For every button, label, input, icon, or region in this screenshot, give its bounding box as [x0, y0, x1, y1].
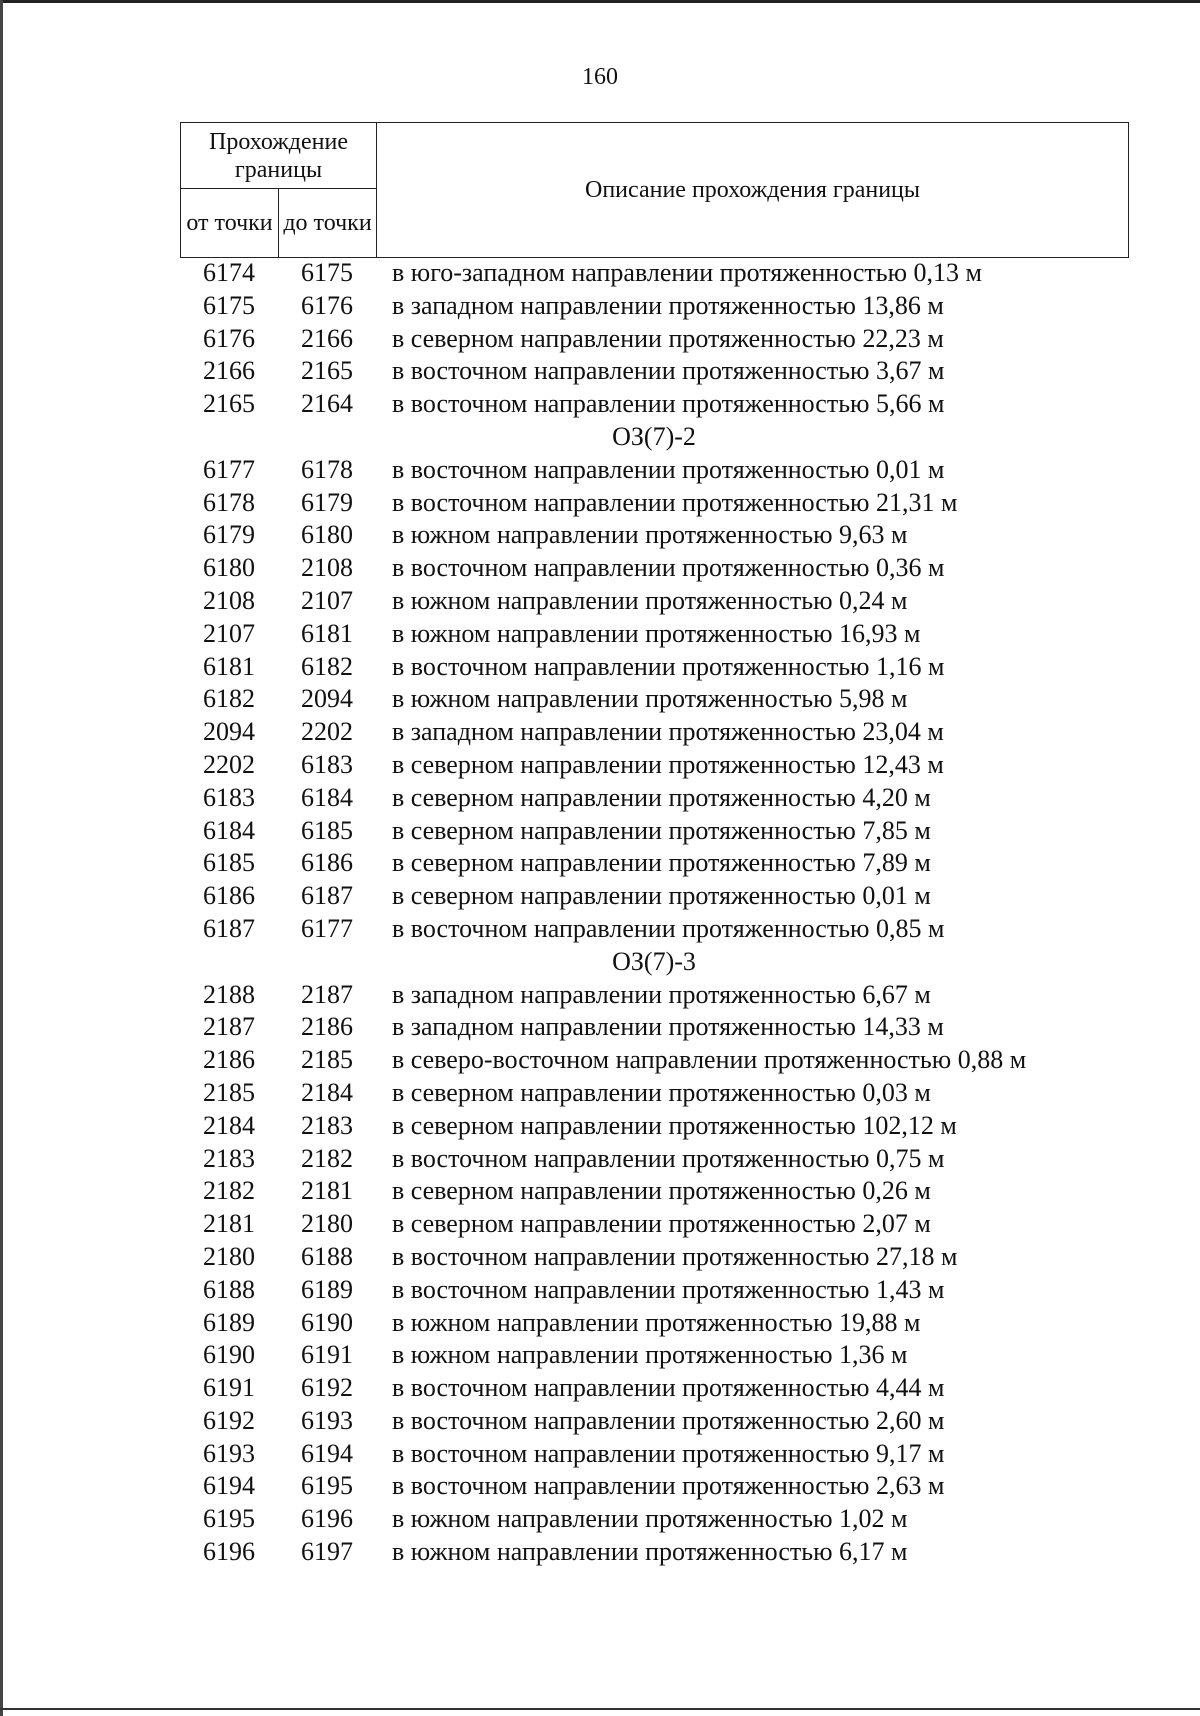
- table-row: [180, 388, 1180, 421]
- table-row: [180, 519, 1180, 552]
- table-row: [180, 323, 1180, 356]
- to-point: 6180: [301, 520, 353, 550]
- to-point: 6185: [301, 815, 353, 845]
- to-point: 2107: [301, 585, 353, 615]
- boundary-description: в восточном направлении протяженностью 4,44 м: [392, 1373, 945, 1403]
- table-row: [180, 749, 1180, 782]
- to-point: 2108: [301, 553, 353, 583]
- boundary-description: в восточном направлении протяженностью 0,85 м: [392, 913, 945, 943]
- boundary-description: в южном направлении протяженностью 9,63 м: [392, 520, 908, 550]
- to-point: 2185: [301, 1045, 353, 1075]
- table-row: [180, 651, 1180, 684]
- table-row: [180, 1175, 1180, 1208]
- boundary-description: в восточном направлении протяженностью 2,63 м: [392, 1471, 945, 1501]
- from-point: 2180: [203, 1241, 255, 1271]
- to-point: 6188: [301, 1241, 353, 1271]
- boundary-description: в восточном направлении протяженностью 0,01 м: [392, 454, 945, 484]
- from-point: 6192: [203, 1405, 255, 1435]
- boundary-description: в южном направлении протяженностью 1,36 м: [392, 1340, 908, 1370]
- to-point: 2183: [301, 1110, 353, 1140]
- table-row: [180, 979, 1180, 1012]
- from-point: 6174: [203, 258, 255, 287]
- from-point: 6190: [203, 1340, 255, 1370]
- to-point: 2165: [301, 356, 353, 386]
- boundary-description: в северном направлении протяженностью 7,85 м: [392, 815, 931, 845]
- boundary-description: в западном направлении протяженностью 23,04 м: [392, 717, 944, 747]
- from-point: 2181: [203, 1209, 255, 1239]
- page-border-left: [0, 0, 3, 1716]
- boundary-description: в северном направлении протяженностью 0,01 м: [392, 881, 931, 911]
- to-point: 2182: [301, 1143, 353, 1173]
- from-point: 2187: [203, 1012, 255, 1042]
- from-point: 2202: [203, 749, 255, 779]
- table-row: [180, 454, 1180, 487]
- from-point: 6181: [203, 651, 255, 681]
- to-point: 2094: [301, 684, 353, 714]
- header-from: от точки: [181, 189, 279, 258]
- from-point: 2107: [203, 618, 255, 648]
- from-point: 2182: [203, 1176, 255, 1206]
- to-point: 6189: [301, 1274, 353, 1304]
- table-row: [180, 1143, 1180, 1176]
- table-row: [180, 1274, 1180, 1307]
- from-point: 2165: [203, 389, 255, 419]
- header-description: Описание прохождения границы: [377, 123, 1129, 258]
- from-point: 6195: [203, 1504, 255, 1534]
- table-row: [180, 585, 1180, 618]
- table-row: [180, 1011, 1180, 1044]
- table-row: [180, 1044, 1180, 1077]
- to-point: 6196: [301, 1504, 353, 1534]
- boundary-description: в восточном направлении протяженностью 1,43 м: [392, 1274, 945, 1304]
- boundary-description: в западном направлении протяженностью 14,33 м: [392, 1012, 944, 1042]
- boundary-description: в восточном направлении протяженностью 1,16 м: [392, 651, 945, 681]
- to-point: 2181: [301, 1176, 353, 1206]
- from-point: 6176: [203, 323, 255, 353]
- table-row: [180, 716, 1180, 749]
- boundary-description: в северном направлении протяженностью 102,12 м: [392, 1110, 957, 1140]
- from-point: 6175: [203, 290, 255, 320]
- to-point: 2202: [301, 717, 353, 747]
- from-point: 2183: [203, 1143, 255, 1173]
- table-row: [180, 683, 1180, 716]
- from-point: 2188: [203, 979, 255, 1009]
- boundary-description: в южном направлении протяженностью 19,88 м: [392, 1307, 921, 1337]
- boundary-description: в южном направлении протяженностью 5,98 м: [392, 684, 908, 714]
- to-point: 6176: [301, 290, 353, 320]
- to-point: 2187: [301, 979, 353, 1009]
- page-border-top: [0, 0, 1200, 3]
- boundary-description: в западном направлении протяженностью 13,86 м: [392, 290, 944, 320]
- table-row: [180, 1536, 1180, 1569]
- boundary-description: в западном направлении протяженностью 6,67 м: [392, 979, 931, 1009]
- from-point: 2094: [203, 717, 255, 747]
- from-point: 6188: [203, 1274, 255, 1304]
- table-row: [180, 1241, 1180, 1274]
- from-point: 6185: [203, 848, 255, 878]
- to-point: 2184: [301, 1077, 353, 1107]
- to-point: 6195: [301, 1471, 353, 1501]
- page-border-bottom: [0, 1708, 1200, 1710]
- boundary-description: в восточном направлении протяженностью 27,18 м: [392, 1241, 958, 1271]
- boundary-description: в южном направлении протяженностью 16,93 м: [392, 618, 921, 648]
- to-point: 6197: [301, 1537, 353, 1567]
- table-row: [180, 1339, 1180, 1372]
- from-point: 2108: [203, 585, 255, 615]
- to-point: 6177: [301, 913, 353, 943]
- header-passage: Прохождение границы: [181, 123, 377, 189]
- table-row: [180, 1077, 1180, 1110]
- table-row: [180, 782, 1180, 815]
- table-row: [180, 1307, 1180, 1340]
- table-row: [180, 618, 1180, 651]
- boundary-description: в южном направлении протяженностью 1,02 м: [392, 1504, 908, 1534]
- from-point: 6184: [203, 815, 255, 845]
- boundary-description: в восточном направлении протяженностью 9,17 м: [392, 1438, 945, 1468]
- from-point: 6178: [203, 487, 255, 517]
- table-row: [180, 1405, 1180, 1438]
- table-row: [180, 815, 1180, 848]
- table-row: [180, 1438, 1180, 1471]
- boundary-description: в северном направлении протяженностью 7,89 м: [392, 848, 931, 878]
- to-point: 2180: [301, 1209, 353, 1239]
- boundary-description: в северном направлении протяженностью 12,43 м: [392, 749, 944, 779]
- to-point: 6178: [301, 454, 353, 484]
- boundary-description: в южном направлении протяженностью 0,24 м: [392, 585, 908, 615]
- boundary-description: в юго-западном направлении протяженностью 0,13 м: [392, 258, 982, 287]
- to-point: 6182: [301, 651, 353, 681]
- boundary-description: в северном направлении протяженностью 0,26 м: [392, 1176, 931, 1206]
- to-point: 6194: [301, 1438, 353, 1468]
- header-to: до точки: [279, 189, 377, 258]
- from-point: 2184: [203, 1110, 255, 1140]
- to-point: 2186: [301, 1012, 353, 1042]
- boundary-description: в северном направлении протяженностью 22,23 м: [392, 323, 944, 353]
- from-point: 6193: [203, 1438, 255, 1468]
- page-number: 160: [582, 64, 618, 90]
- from-point: 6179: [203, 520, 255, 550]
- table-row: [180, 1372, 1180, 1405]
- from-point: 6194: [203, 1471, 255, 1501]
- from-point: 6186: [203, 881, 255, 911]
- table-row: [180, 552, 1180, 585]
- to-point: 2166: [301, 323, 353, 353]
- table-row: [180, 1208, 1180, 1241]
- from-point: 6177: [203, 454, 255, 484]
- from-point: 2186: [203, 1045, 255, 1075]
- to-point: 6183: [301, 749, 353, 779]
- table-row: [180, 290, 1180, 323]
- table-row: [180, 355, 1180, 388]
- boundary-description: в восточном направлении протяженностью 21,31 м: [392, 487, 958, 517]
- boundary-description: в северном направлении протяженностью 4,20 м: [392, 782, 931, 812]
- from-point: 6189: [203, 1307, 255, 1337]
- from-point: 6183: [203, 782, 255, 812]
- to-point: 6190: [301, 1307, 353, 1337]
- table-header: [180, 122, 1129, 258]
- to-point: 6184: [301, 782, 353, 812]
- table-row: [180, 880, 1180, 913]
- from-point: 6191: [203, 1373, 255, 1403]
- to-point: 6181: [301, 618, 353, 648]
- boundary-description: в северном направлении протяженностью 2,07 м: [392, 1209, 931, 1239]
- boundary-description: в восточном направлении протяженностью 0,75 м: [392, 1143, 945, 1173]
- boundary-description: в восточном направлении протяженностью 0,36 м: [392, 553, 945, 583]
- from-point: 2185: [203, 1077, 255, 1107]
- section-heading: ОЗ(7)-2: [612, 421, 696, 451]
- to-point: 6186: [301, 848, 353, 878]
- from-point: 6187: [203, 913, 255, 943]
- to-point: 6187: [301, 881, 353, 911]
- boundary-description: в северном направлении протяженностью 0,03 м: [392, 1077, 931, 1107]
- from-point: 6196: [203, 1537, 255, 1567]
- table-body: [180, 257, 1180, 1569]
- from-point: 6180: [203, 553, 255, 583]
- boundary-description: в восточном направлении протяженностью 3,67 м: [392, 356, 945, 386]
- section-heading: ОЗ(7)-3: [612, 946, 696, 976]
- from-point: 6182: [203, 684, 255, 714]
- table-row: [180, 1470, 1180, 1503]
- boundary-description: в северо-восточном направлении протяженностью 0,88 м: [392, 1045, 1027, 1075]
- to-point: 2164: [301, 389, 353, 419]
- table-row: [180, 487, 1180, 520]
- to-point: 6193: [301, 1405, 353, 1435]
- table-row: [180, 1110, 1180, 1143]
- boundary-description: в южном направлении протяженностью 6,17 м: [392, 1537, 908, 1567]
- to-point: 6175: [301, 258, 353, 287]
- table-row: [180, 257, 1180, 290]
- table-row: [180, 913, 1180, 946]
- boundary-description: в восточном направлении протяженностью 2,60 м: [392, 1405, 945, 1435]
- table-row: [180, 1503, 1180, 1536]
- from-point: 2166: [203, 356, 255, 386]
- to-point: 6191: [301, 1340, 353, 1370]
- to-point: 6179: [301, 487, 353, 517]
- boundary-description: в восточном направлении протяженностью 5,66 м: [392, 389, 945, 419]
- to-point: 6192: [301, 1373, 353, 1403]
- table-row: [180, 847, 1180, 880]
